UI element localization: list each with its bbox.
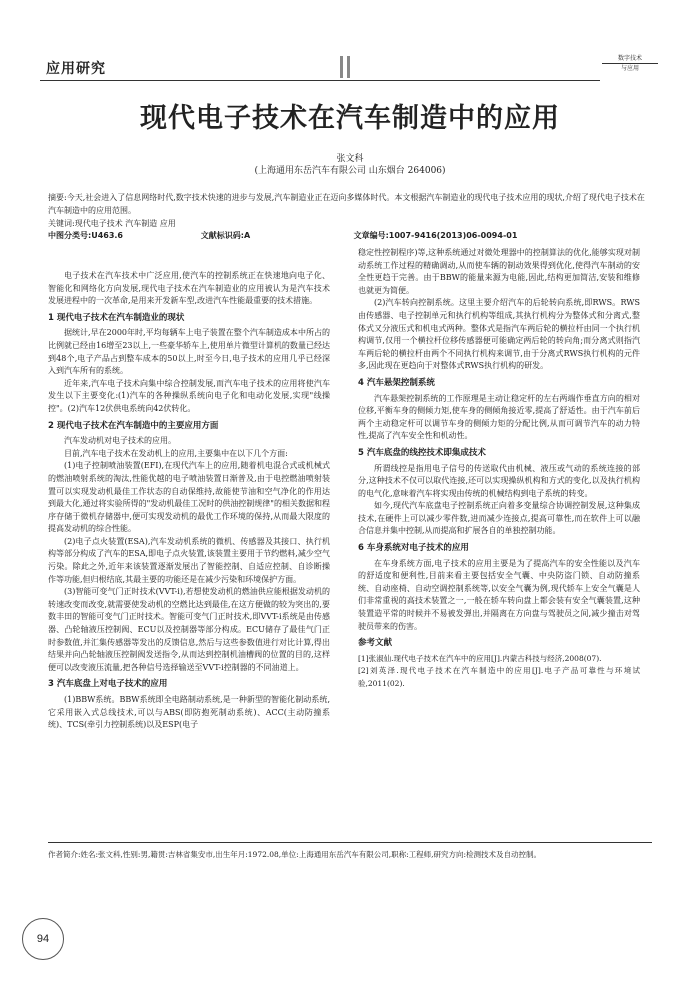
paragraph: 所谓线控是指用电子信号的传送取代由机械、液压或气动的系统连接的部分,这种技术不仅可以取代连接,还可以实现操纵机构和方式的变化,以及执行机构的电气化,意味着汽车将实现由传统的机械结构到电子系统的转变。 bbox=[358, 463, 640, 498]
paragraph: 汽车悬架控制系统的工作原理是主动让稳定杆的左右两端作垂直方向的相对位移,平衡车身的侧倾力矩,使车身的侧倾角接近零,提高了舒适性。由于汽车前后两个主动稳定杆可以调节车身的侧倾力矩的分配比例,从而可调节汽车的动力特性,提高了汽车安全性和机动性。 bbox=[358, 393, 640, 441]
logo-line1: 数字技术 bbox=[602, 54, 658, 64]
affiliation: (上海通用东岳汽车有限公司 山东烟台 264006) bbox=[254, 166, 446, 176]
page-number: 94 bbox=[36, 933, 50, 945]
section-heading: 4 汽车悬架控制系统 bbox=[358, 377, 435, 388]
left-column bbox=[48, 270, 330, 732]
article-title: 现代电子技术在汽车制造中的应用 bbox=[140, 103, 560, 134]
section-heading: 3 汽车底盘上对电子技术的应用 bbox=[48, 679, 168, 690]
reference-item: [1]张淑仙.现代电子技术在汽车中的应用[J].内蒙古科技与经济,2008(07). bbox=[358, 653, 602, 663]
abstract-block bbox=[48, 191, 652, 230]
keywords: 关键词:现代电子技术 汽车制造 应用 bbox=[48, 219, 176, 228]
paragraph: 汽车发动机对电子技术的应用。 bbox=[64, 436, 176, 446]
article-number: 文章编号:1007-9416(2013)06-0094-01 bbox=[353, 231, 518, 240]
paragraph: (1)电子控制喷油装置(EFI),在现代汽车上的应用,随着机电混合式或机械式的燃油喷射系统的淘汰,性能优越的电子喷油装置日渐普及,由于电控燃油喷射装置可以实现发动机最佳工作状态的自动保维持,故能使节油和空气净化的作用达到最大化,通过将实验所得的"发动机最佳工况时的供油控制规律"的相关数据和程序存储于微机存储器中,便可实现发动机的最优工作环境的保持,从而最大限度的提高发动机的综合性能。 bbox=[48, 461, 330, 534]
section-heading: 6 车身系统对电子技术的应用 bbox=[358, 543, 469, 554]
section-heading: 5 汽车底盘的线控技术即集成技术 bbox=[358, 447, 486, 458]
section-heading: 1 现代电子技术在汽车制造业的现状 bbox=[48, 312, 185, 323]
paragraph: (2)汽车转向控制系统。这里主要介绍汽车的后轮转向系统,即RWS。RWS由传感器、电子控制单元和执行机构等组成,其执行机构分为整体式和分离式,整体式又分液压式和机电式两种。整体式是指汽车两后轮的横拉杆由同一个执行机构调节,仅用一个横拉杆位移传感器便可能确定两后轮的转向角;而分离式则指汽车两后轮的横拉杆由两个不同执行机构来调节,由于分离式RWS执行机构的元件多,因此现在更趋向于对整体式RWS执行机构的研发。 bbox=[358, 298, 640, 371]
logo-line2: 与应用 bbox=[620, 65, 639, 72]
section-label: 应用研究 bbox=[46, 61, 106, 77]
document-code: 文献标识码:A bbox=[200, 231, 251, 240]
header-rule bbox=[40, 80, 600, 81]
page-number-badge bbox=[22, 918, 64, 960]
paragraph: (2)电子点火装置(ESA),汽车发动机系统的微机、传感器及其接口、执行机构等部分构成了汽车的ESA,即电子点火装置,该装置主要用于节约燃料,减少空气污染。除此之外,近年来该装置逐渐发展出了智能控制、自适应控制、自诊断操作等功能,但归根结底,其最主要的功能还是在减少污染和环境保护方面。 bbox=[48, 536, 330, 584]
section-heading: 2 现代电子技术在汽车制造中的主要应用方面 bbox=[48, 420, 219, 431]
footer-rule bbox=[48, 842, 652, 843]
author-bio: 作者简介:姓名:张文科,性别:男,籍贯:吉林省集安市,出生年月:1972.08,单位:上海通用东岳汽车有限公司,职称:工程师,研究方向:检测技术及自动控制。 bbox=[48, 850, 542, 859]
classification-line bbox=[48, 230, 652, 241]
paragraph: 近年来,汽车电子技术向集中综合控制发展,而汽车电子技术的应用将使汽车发生以下主要变化:(1)汽车的各种操纵系统向电子化和电动化发展,实现"线操控"。(2)汽车12伏供电系统向42伏转化。 bbox=[48, 378, 330, 413]
abstract: 摘要:今天,社会进入了信息网络时代,数字技术快速的进步与发展,汽车制造业正在迈向多媒体时代。本文根据汽车制造业的现代电子技术应用的现状,介绍了现代电子技术在汽车制造中的应用范围。 bbox=[48, 193, 645, 215]
paragraph: 如今,现代汽车底盘电子控制系统正向着多变量综合协调控制发展,这种集成技术,在硬件上可以减少零件数,进而减少连接点,提高可靠性,而在软件上可以融合信息并集中控制,从而提高和扩展各自的单独控制功能。 bbox=[358, 501, 640, 536]
references-heading: 参考文献 bbox=[358, 638, 393, 649]
journal-logo bbox=[602, 54, 658, 84]
paragraph: (1)BBW系统。BBW系统即全电路制动系统,是一种新型的智能化制动系统,它采用嵌入式总线技术,可以与ABS(即防抱死制动系统)、ACC(主动防撞系统)、TCS(牵引力控制系统)以及ESP(电子 bbox=[48, 695, 330, 730]
paragraph: 在车身系统方面,电子技术的应用主要是为了提高汽车的安全性能以及汽车的舒适度和便利性,目前来看主要包括安全气囊、中央防盗门锁、自动防撞系统、自动座椅、自动空调控制系统等,以安全气囊为例,现代轿车上安全气囊是人们非常重视的高技术装置之一,一般在轿车转向盘上都会装有安全气囊装置,这种装置造平常的时候并不易被发弹出,并隔离在方向盘与驾驶员之间,减少撞击对驾驶员带来的伤害。 bbox=[358, 558, 640, 631]
right-column bbox=[358, 247, 640, 691]
paragraph: 稳定性控制程序)等,这种系统通过对微处理器中的控制算法的优化,能够实现对制动系统工作过程的精确调动,从而使车辆的制动效果得到优化,使得汽车制动的安全性更趋于完善。由于BBW的能量来源为电能,因此,结构更加简洁,安装和维修也就更为简便。 bbox=[358, 248, 640, 295]
author: 张文科 bbox=[336, 154, 364, 164]
header-decoration bbox=[340, 56, 354, 82]
paragraph: (3)智能可变气门正时技术(VVT-i),若想使发动机的燃油供应能根据发动机的转速改变而改变,就需要使发动机的空燃比达到最佳,在这方便做的较为突出的,要数丰田的智能可变气门正时技术。智能可变气门正时技术,即VVT-i系统是由传感器、凸轮轴液压控制阀、ECU以及控制器等部分构成。ECU储存了最佳气门正时参数值,并汇集传感器等发出的反馈信息,然后与这些参数值进行对比计算,得出结果并向凸轮轴液压控制阀发送指令,从而达到控制机油槽阀的位置的目的,这样便可以改变液压流量,把各种信号选择输送至VVT-i控制器的不同油道上。 bbox=[48, 587, 330, 672]
paragraph: 据统计,早在2000年时,平均每辆车上电子装置在整个汽车制造成本中所占的比例就已经由16增至23以上,一些豪华轿车上,使用单片微型计算机的数量已经达到48个,电子产品占到整车成本的50以上,时至今日,电子技术的应用几乎已经深入到汽车所有的系统。 bbox=[48, 328, 330, 376]
paragraph: 目前,汽车电子技术在发动机上的应用,主要集中在以下几个方面: bbox=[64, 448, 288, 458]
paragraph: 电子技术在汽车技术中广泛应用,使汽车的控制系统正在快速地向电子化、智能化和网络化方向发展,现代电子技术在汽车制造业的应用被认为是汽车技术发展进程中的一次革命,是用来开发新车型,改进汽车性能最重要的技术措施。 bbox=[48, 271, 330, 306]
clc-number: 中图分类号:U463.6 bbox=[48, 231, 123, 240]
reference-item: [2]刘英泽.现代电子技术在汽车制造中的应用[J].电子产品可靠性与环境试验,2011(02). bbox=[358, 666, 640, 688]
